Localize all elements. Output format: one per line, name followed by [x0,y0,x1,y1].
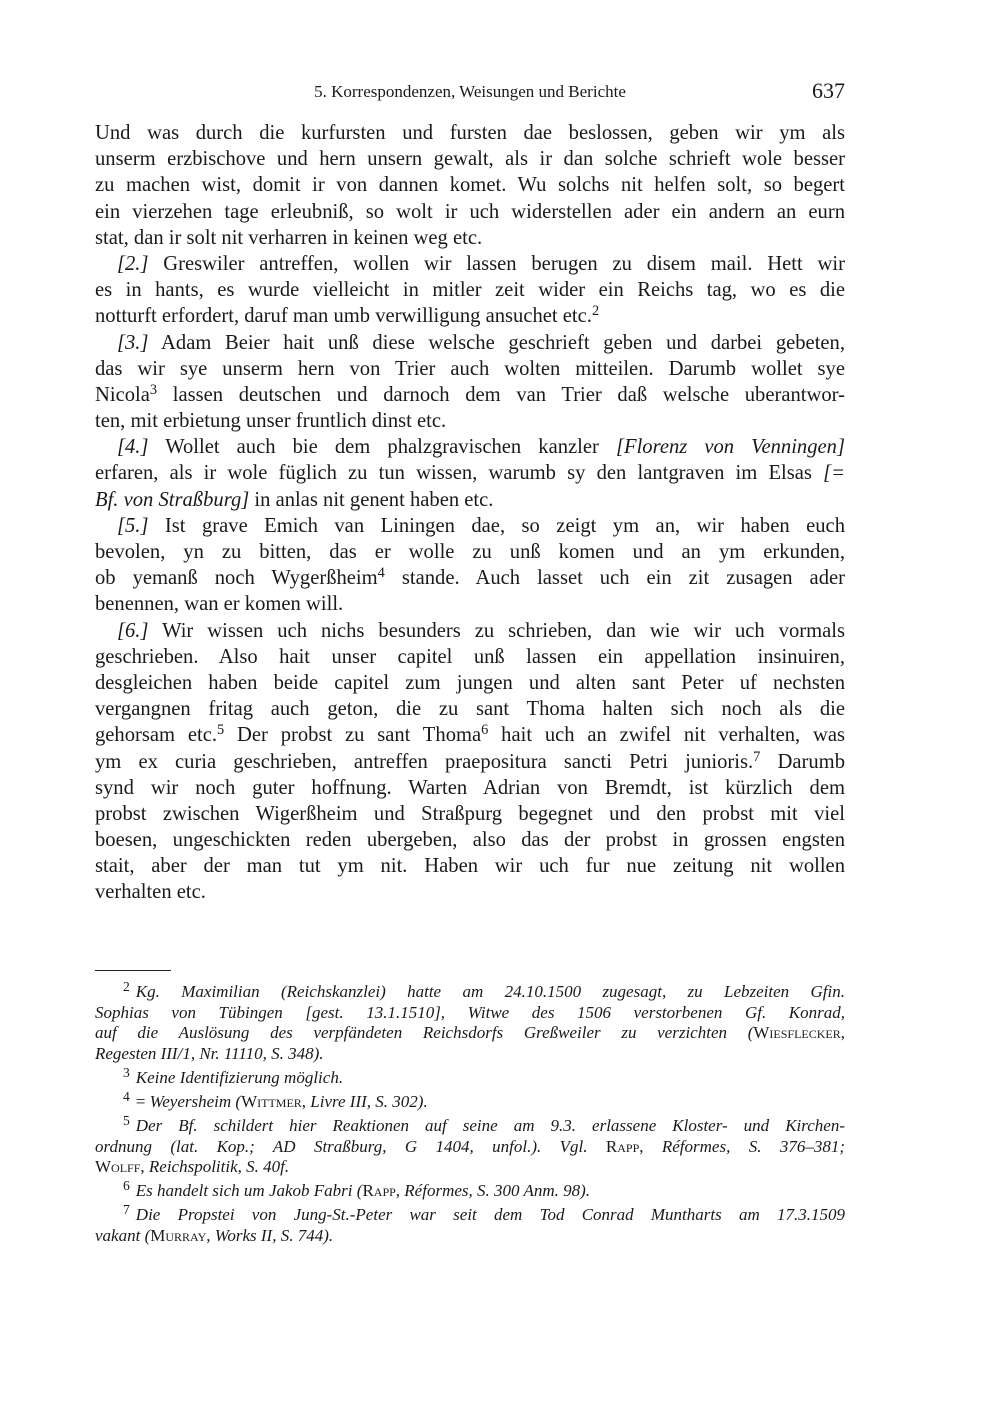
text-segment: Adam Beier hait unß diese welsche geschrieft geben und darbei gebeten, [148,331,845,354]
text-segment: stait, aber der man tut ym nit. Haben wir uch fur nue zeitung nit wollen [95,855,845,878]
text-segment: Keine Identifizierung möglich. [135,1067,344,1087]
text-segment: ym ex curia geschrieben, antreffen praepositura sancti Petri junioris. [95,750,754,773]
footnote [95,978,845,1064]
text-segment: [= [823,462,845,485]
text-segment: Weyersheim ( [149,1091,242,1111]
text-line [95,408,845,434]
text-segment: vergangnen fritag auch geton, die zu sant Thoma halten sich noch als die [95,698,845,721]
text-segment: [4.] [117,436,149,459]
footnote-marker: 3 [149,381,158,398]
text-segment: , [395,1181,405,1201]
paragraph [95,434,845,513]
text-segment: Réformes, S. 300 Anm. 98). [404,1181,591,1201]
text-segment: Rapp [605,1136,640,1156]
text-line [95,1044,845,1065]
paragraph [95,330,845,435]
text-segment: Es handelt sich um Jakob Fabri ( [135,1181,363,1201]
text-line [95,277,845,303]
text-segment: Reichspolitik, S. 40f. [148,1157,290,1177]
text-segment: probst zwischen Wigerßheim und Straßpurg begegnet und den probst mit viel [95,802,845,825]
text-line [95,1178,845,1202]
footnote [95,1112,845,1178]
text-segment: desgleichen haben beide capitel zum jungen und alten sant Peter uf nechsten [95,671,845,694]
text-segment: hait uch an zwifel nit verhalten, was [488,724,845,747]
text-line [95,460,845,486]
text-line [95,1112,845,1137]
text-segment: Der probst zu sant Thoma [224,724,482,747]
paragraph [95,120,845,251]
text-segment: Wittmer [241,1091,302,1111]
text-segment: synd wir noch guter hoffnung. Warten Adrian von Bremdt, ist kürzlich dem [95,776,845,799]
text-segment: Livre III, S. 302). [310,1091,428,1111]
text-segment: vakant ( [95,1226,151,1246]
text-segment: [2.] [117,252,149,275]
running-header: 5. Korrespondenzen, Weisungen und Berichte [314,82,626,101]
text-segment: , [840,1023,845,1043]
text-segment: lassen deutschen und darnoch dem van Trier daß welsche uberantwor- [157,383,845,406]
text-segment: , [206,1226,215,1246]
text-line [95,1137,845,1158]
footnote [95,1178,845,1202]
footnote-marker: 5 [123,1112,130,1128]
text-segment: Wollet auch bie dem phalzgravischen kanzler [148,436,616,459]
text-segment: Ist grave Emich van Liningen dae, so zeigt ym an, wir haben euch [148,514,845,537]
text-line [95,591,845,617]
text-line [95,172,845,198]
text-line [95,879,845,905]
paragraph [95,618,845,906]
text-segment: , [140,1157,149,1177]
footnote-marker: 7 [753,748,761,765]
text-segment: Bf. von Straßburg] [95,488,250,511]
footnote-marker: 6 [123,1178,130,1194]
footnote-marker: 5 [217,722,225,739]
text-line [95,1157,845,1178]
text-segment: ten, mit erbietung unser fruntlich dinst etc. [95,410,447,433]
text-line [95,1023,845,1044]
text-line [95,978,845,1003]
text-segment: Murray [150,1226,207,1246]
text-segment: gehorsam etc. [95,724,218,747]
text-line [95,722,845,748]
text-line [95,644,845,670]
footnote-separator [95,970,171,971]
text-line [95,382,845,408]
footnote-marker: 2 [591,303,600,320]
text-line [95,618,845,644]
text-segment: Nicola [95,383,150,406]
text-line [95,539,845,565]
text-segment: Wir wissen uch nichs besunders zu schrieben, dan wie wir uch vormals [148,619,845,642]
footnote-marker: 6 [481,722,489,739]
text-segment: zu machen wist, domit ir von dannen komet. Wu solchs nit helfen solt, so begert [95,174,845,197]
text-line [95,199,845,225]
text-segment: [Florenz von Venningen] [615,436,845,459]
text-line [95,487,845,513]
text-segment: Réformes, S. 376–381; [661,1136,845,1156]
text-line [95,1088,845,1113]
main-text [95,120,845,906]
text-line [95,146,845,172]
text-segment: benennen, wan er komen will. [95,593,344,616]
text-segment: verhalten etc. [95,881,206,904]
text-segment: ordnung (lat. Kop.; AD Straßburg, G 1404, unfol.). Vgl. [95,1136,606,1156]
text-segment: ein vierzehen tage erleubniß, so wolt ir uch widerstellen ader ein andern an eurn [95,200,845,223]
text-line [95,801,845,827]
text-segment: [5.] [117,514,149,537]
text-line [95,670,845,696]
footnote [95,1202,845,1246]
text-segment: stande. Auch lasset uch ein zit zusagen ader [384,567,845,590]
footnote-marker: 4 [123,1088,130,1104]
text-segment: Sophias von Tübingen [gest. 13.1.1510], Witwe des 1506 verstorbenen Gf. Konrad, [95,1002,845,1022]
text-segment: in anlas nit genent haben etc. [249,488,494,511]
paragraph [95,513,845,618]
text-segment: Wiesflecker [753,1023,841,1043]
text-line [95,513,845,539]
text-line [95,434,845,460]
text-line [95,775,845,801]
text-segment: bevolen, yn zu bitten, das er wolle zu unß komen und an ym erkunden, [95,541,845,563]
footnote [95,1088,845,1113]
text-segment: Rapp [362,1181,396,1201]
text-segment: = [135,1091,150,1111]
footnote [95,1064,845,1089]
text-segment: [6.] [117,619,149,642]
footnote-marker: 3 [123,1064,130,1080]
text-segment: Wolff [95,1157,141,1177]
text-line [95,1003,845,1024]
text-segment: ob yemanß noch Wygerßheim [95,567,378,590]
text-line [95,696,845,722]
footnote-marker: 2 [123,978,130,994]
text-segment: Darumb [760,750,845,773]
text-segment: , [301,1091,311,1111]
footnote-marker: 7 [123,1202,130,1218]
text-line [95,853,845,879]
text-segment: erfaren, als ir wole füglich zu tun wissen, warumb sy den lantgraven im Elsas [95,462,824,485]
text-segment: Greswiler antreffen, wollen wir lassen berugen zu disem mail. Hett wir [148,252,845,275]
text-line [95,1226,845,1247]
text-segment: Works II, S. 744). [214,1226,334,1246]
text-line [95,251,845,277]
text-segment: das wir sye unserm hern von Trier auch wolten mitteilen. Darumb wollet sye [95,357,845,380]
paragraph [95,251,845,330]
text-segment: notturft erfordert, daruf man umb verwilligung ansuchet etc. [95,305,592,328]
text-line [95,827,845,853]
text-segment: es in hants, es wurde vielleicht in mitler zeit wider ein Reichs tag, wo es die [95,279,845,302]
text-line [95,749,845,775]
text-segment: unserm erzbischove und hern unsern gewalt, als ir dan solche schrieft wole besser [95,148,845,171]
footnote-marker: 4 [377,564,385,581]
text-line [95,303,845,329]
text-line [95,225,845,251]
text-segment: Kg. Maximilian (Reichskanzlei) hatte am 24.10.1500 zugesagt, zu Lebzeiten Gfin. [135,982,845,1001]
text-segment: , [639,1136,662,1156]
text-segment: [3.] [117,331,149,354]
text-line [95,120,845,146]
text-segment: auf die Auslösung des verpfändeten Reichsdorfs Greßweiler zu verzichten ( [95,1023,754,1043]
text-segment: boesen, ungeschickten reden ubergeben, also das der probst in grossen engsten [95,829,845,852]
text-segment: Regesten III/1, Nr. 11110, S. 348). [95,1043,324,1063]
text-segment: Und was durch die kurfursten und fursten dae beslossen, geben wir ym als [95,122,845,144]
text-line [95,1202,845,1226]
text-line [95,330,845,356]
text-segment: Der Bf. schildert hier Reaktionen auf seine am 9.3. erlassene Kloster- und Kirchen- [135,1116,845,1136]
text-segment: Die Propstei von Jung-St.-Peter war seit dem Tod Conrad Muntharts am 17.3.1509 [135,1205,845,1225]
text-line [95,565,845,591]
text-segment: stat, dan ir solt nit verharren in keinen weg etc. [95,226,483,249]
page-number: 637 [812,78,845,103]
footnotes [95,978,845,1250]
text-line [95,356,845,382]
text-line [95,1064,845,1089]
text-segment: geschrieben. Also hait unser capitel unß lassen ein appellation insinuiren, [95,645,845,668]
